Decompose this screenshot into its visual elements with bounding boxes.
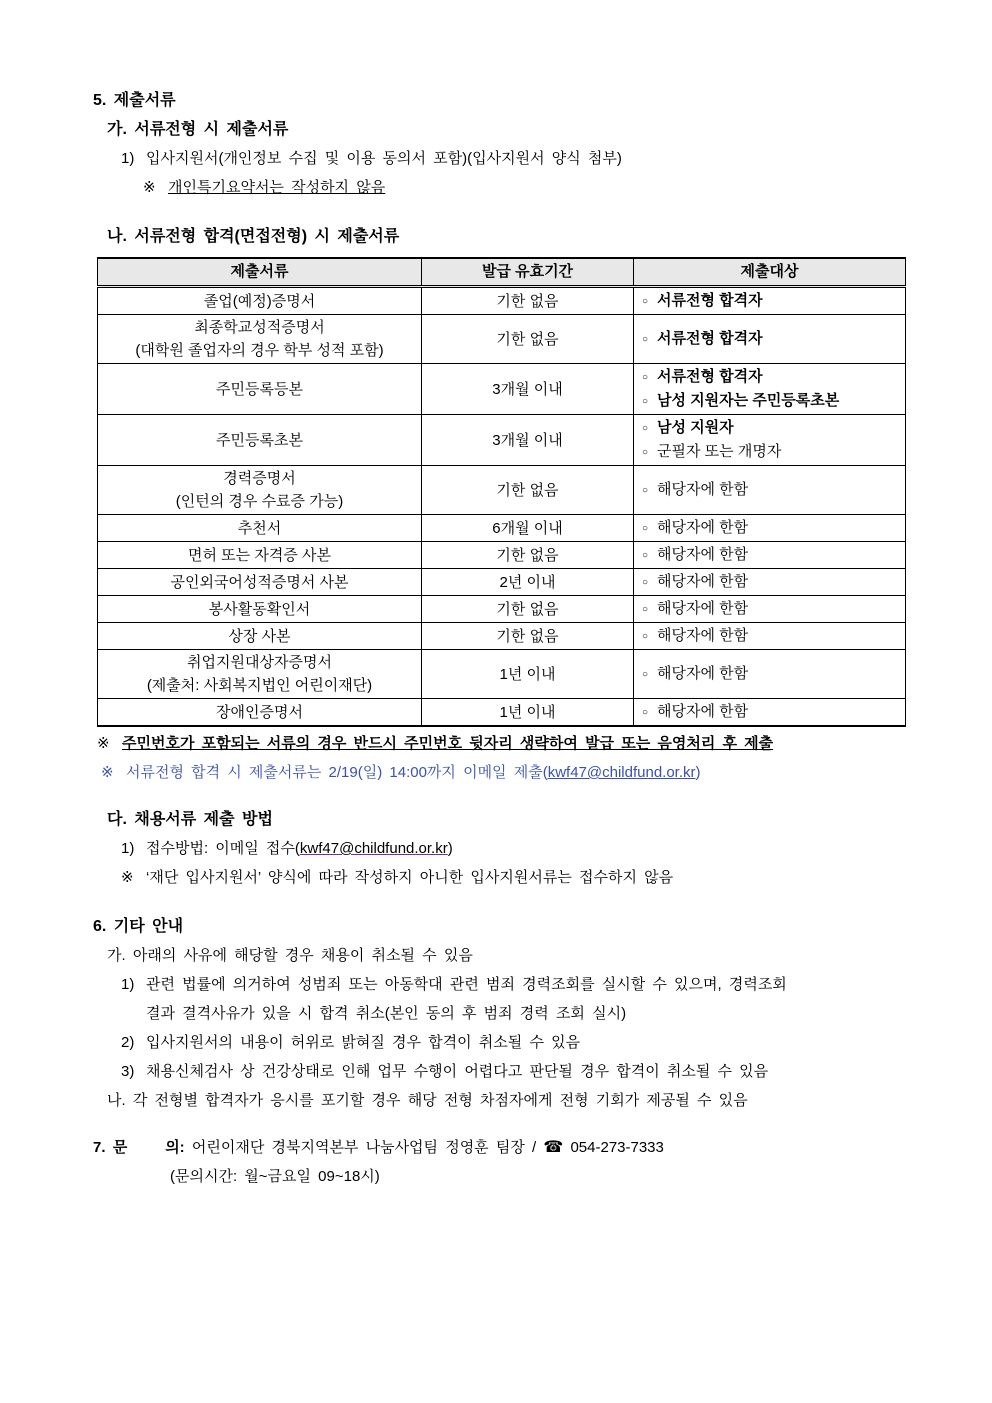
- circle-bullet-icon: ○: [642, 423, 649, 434]
- document-name-cell: 취업지원대상자증명서 (제출처: 사회복지법인 어린이재단): [98, 650, 422, 699]
- reference-mark: ※: [97, 735, 110, 752]
- target-entry: ○ 해당자에 한함: [642, 481, 749, 498]
- validity-cell: 기한 없음: [422, 596, 634, 623]
- circle-bullet-icon: ○: [642, 396, 649, 407]
- validity-cell: 1년 이내: [422, 650, 634, 699]
- section6-item1-line1: 1) 관련 법률에 의거하여 성범죄 또는 아동학대 관련 범죄 경력조회를 실시할 수 있으며, 경력조회: [121, 970, 937, 999]
- document-name-cell: 면허 또는 자격증 사본: [98, 542, 422, 569]
- target-entry: ○ 해당자에 한함: [642, 665, 749, 682]
- table-row: [98, 364, 906, 415]
- circle-bullet-icon: ○: [642, 631, 649, 642]
- target-cell: [634, 699, 906, 727]
- section6-item2: 2) 입사지원서의 내용이 허위로 밝혀질 경우 합격이 취소될 수 있음: [121, 1028, 937, 1057]
- target-cell: [634, 515, 906, 542]
- section5-da-note: ※ ‘재단 입사지원서’ 양식에 따라 작성하지 아니한 입사지원서류는 접수하지 않음: [121, 863, 937, 892]
- section5-na-heading: 나. 서류전형 합격(면접전형) 시 제출서류: [107, 228, 400, 245]
- email-link[interactable]: kwf47@childfund.or.kr: [547, 764, 696, 781]
- target-entry: ○ 해당자에 한함: [642, 627, 749, 644]
- table-row: [98, 569, 906, 596]
- header-target: 제출대상: [634, 258, 906, 287]
- section7-contact: [93, 1133, 937, 1162]
- documents-table-body: [98, 287, 906, 727]
- table-header: [98, 258, 906, 287]
- spacer: [93, 787, 937, 805]
- section5-title: 제출서류: [113, 92, 176, 109]
- validity-cell: 기한 없음: [422, 287, 634, 315]
- validity-cell: 2년 이내: [422, 569, 634, 596]
- section6-item1-line2: 결과 결격사유가 있을 시 합격 취소(본인 동의 후 범죄 경력 조회 실시): [146, 1005, 627, 1022]
- section5-ga-item1: 1) 입사지원서(개인정보 수집 및 이용 동의서 포함)(입사지원서 양식 첨부): [121, 144, 937, 173]
- target-entry: ○ 해당자에 한함: [642, 600, 749, 617]
- contact-label-1: 문: [112, 1139, 128, 1156]
- table-row: [98, 650, 906, 699]
- target-cell: [634, 569, 906, 596]
- section7-number: 7.: [93, 1139, 106, 1156]
- target-entry: ○ 해당자에 한함: [642, 519, 749, 536]
- contact-text: 어린이재단 경북지역본부 나눔사업팀 정영훈 팀장 /: [191, 1139, 537, 1156]
- target-cell: [634, 650, 906, 699]
- table-row: [98, 542, 906, 569]
- table-row: [98, 415, 906, 466]
- table-note-deadline: ※ 서류전형 합격 시 제출서류는 2/19(일) 14:00까지 이메일 제출(kwf47@childfund.or.kr): [101, 758, 937, 787]
- validity-cell: 기한 없음: [422, 542, 634, 569]
- spacer: [93, 892, 937, 912]
- document-name-cell: 주민등록초본: [98, 415, 422, 466]
- target-entry: ○ 남성 지원자: [642, 419, 734, 436]
- email-link[interactable]: kwf47@childfund.or.kr: [299, 840, 448, 857]
- section5-da-item1: 1) 접수방법: 이메일 접수(kwf47@childfund.or.kr): [121, 834, 937, 863]
- table-row: [98, 466, 906, 515]
- spacer: [93, 1115, 937, 1133]
- reference-mark: ※: [101, 764, 114, 781]
- target-entry: ○ 서류전형 합격자: [642, 330, 763, 347]
- circle-bullet-icon: ○: [642, 334, 649, 345]
- section6-heading: 6. 기타 안내: [93, 918, 184, 935]
- target-cell: [634, 364, 906, 415]
- target-cell: [634, 596, 906, 623]
- section7-hours: (문의시간: 월~금요일 09~18시): [170, 1168, 380, 1185]
- item-marker: 1): [121, 840, 135, 857]
- target-cell: [634, 542, 906, 569]
- section6-item3: 3) 채용신체검사 상 건강상태로 인해 업무 수행이 어렵다고 판단될 경우 합격이 취소될 수 있음: [121, 1057, 937, 1086]
- target-entry: ○ 해당자에 한함: [642, 546, 749, 563]
- document-name-cell: 장애인증명서: [98, 699, 422, 727]
- section6-ga: 가. 아래의 사유에 해당할 경우 채용이 취소될 수 있음: [107, 947, 473, 964]
- reference-mark: ※: [143, 179, 156, 196]
- target-cell: [634, 415, 906, 466]
- document-name-cell: 주민등록등본: [98, 364, 422, 415]
- circle-bullet-icon: ○: [642, 296, 649, 307]
- target-entry: ○ 서류전형 합격자: [642, 292, 763, 309]
- table-row: [98, 623, 906, 650]
- contact-phone-number: 054-273-7333: [570, 1139, 664, 1156]
- target-entry: ○ 서류전형 합격자: [642, 368, 763, 385]
- section5-number: 5.: [93, 92, 107, 109]
- document-name-cell: 졸업(예정)증명서: [98, 287, 422, 315]
- reference-mark: ※: [121, 869, 134, 886]
- document-name-cell: 최종학교성적증명서 (대학원 졸업자의 경우 학부 성적 포함): [98, 315, 422, 364]
- item-marker: 2): [121, 1034, 135, 1051]
- circle-bullet-icon: ○: [642, 577, 649, 588]
- validity-cell: 기한 없음: [422, 466, 634, 515]
- document-name-cell: 상장 사본: [98, 623, 422, 650]
- validity-cell: 기한 없음: [422, 623, 634, 650]
- document-name-cell: 봉사활동확인서: [98, 596, 422, 623]
- validity-cell: 3개월 이내: [422, 415, 634, 466]
- document-name-cell: 추천서: [98, 515, 422, 542]
- target-cell: [634, 287, 906, 315]
- telephone-icon: ☎: [543, 1139, 564, 1156]
- submission-documents-table: [97, 257, 906, 727]
- circle-bullet-icon: ○: [642, 550, 649, 561]
- table-row: [98, 699, 906, 727]
- target-cell: [634, 466, 906, 515]
- document-name-cell: 공인외국어성적증명서 사본: [98, 569, 422, 596]
- table-row: [98, 315, 906, 364]
- section5-da-heading: 다. 채용서류 제출 방법: [107, 811, 273, 828]
- table-row: [98, 596, 906, 623]
- spacer: [93, 202, 937, 222]
- header-validity: 발급 유효기간: [422, 258, 634, 287]
- circle-bullet-icon: ○: [642, 707, 649, 718]
- circle-bullet-icon: ○: [642, 485, 649, 496]
- section5-heading: [93, 86, 937, 115]
- table-row: [98, 515, 906, 542]
- item-marker: 1): [121, 976, 135, 993]
- circle-bullet-icon: ○: [642, 372, 649, 383]
- target-cell: [634, 623, 906, 650]
- contact-label-2: 의:: [165, 1139, 185, 1156]
- section6-na: 나. 각 전형별 합격자가 응시를 포기할 경우 해당 전형 차점자에게 전형 기회가 제공될 수 있음: [107, 1092, 748, 1109]
- item-marker: 1): [121, 150, 135, 167]
- circle-bullet-icon: ○: [642, 447, 649, 458]
- table-note-privacy: ※ 주민번호가 포함되는 서류의 경우 반드시 주민번호 뒷자리 생략하여 발급 또는 음영처리 후 제출: [97, 729, 937, 758]
- target-cell: [634, 315, 906, 364]
- validity-cell: 6개월 이내: [422, 515, 634, 542]
- header-document: 제출서류: [98, 258, 422, 287]
- section5-ga-heading: 가. 서류전형 시 제출서류: [107, 121, 289, 138]
- target-entry: ○ 남성 지원자는 주민등록초본: [642, 392, 840, 409]
- validity-cell: 1년 이내: [422, 699, 634, 727]
- target-entry: ○ 군필자 또는 개명자: [642, 443, 782, 460]
- circle-bullet-icon: ○: [642, 604, 649, 615]
- item-marker: 3): [121, 1063, 135, 1080]
- document-name-cell: 경력증명서 (인턴의 경우 수료증 가능): [98, 466, 422, 515]
- validity-cell: 기한 없음: [422, 315, 634, 364]
- target-entry: ○ 해당자에 한함: [642, 573, 749, 590]
- section5-ga-note: ※ 개인특기요약서는 작성하지 않음: [143, 173, 937, 202]
- target-entry: ○ 해당자에 한함: [642, 703, 749, 720]
- table-row: [98, 287, 906, 315]
- circle-bullet-icon: ○: [642, 523, 649, 534]
- validity-cell: 3개월 이내: [422, 364, 634, 415]
- circle-bullet-icon: ○: [642, 669, 649, 680]
